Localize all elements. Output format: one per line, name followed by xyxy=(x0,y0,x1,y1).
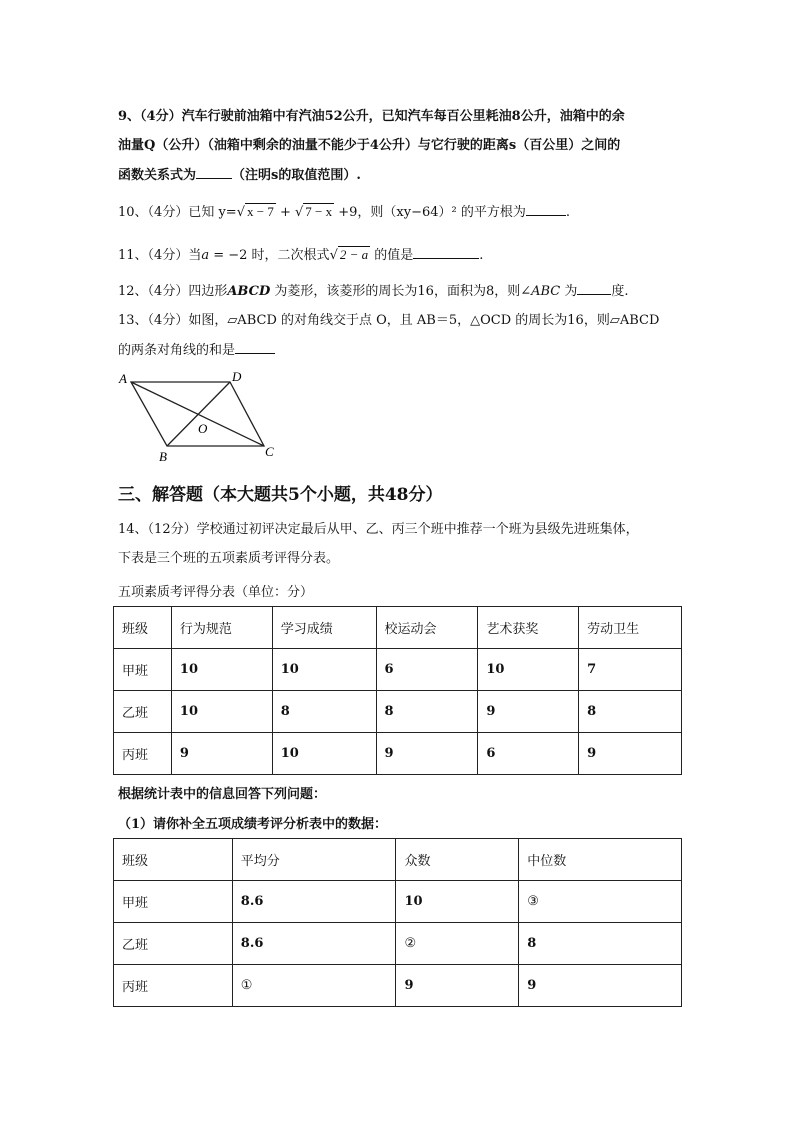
header-cell: 中位数 xyxy=(519,839,682,881)
q14-line1: 14、（12分）学校通过初评决定最后从甲、乙、丙三个班中推荐一个班为县级先进班集体， xyxy=(118,522,639,537)
header-cell: 班级 xyxy=(114,607,172,649)
header-cell: 平均分 xyxy=(232,839,396,881)
score-cell: 7 xyxy=(579,649,682,691)
section-heading: 三、解答题（本大题共5个小题，共48分） xyxy=(118,485,443,505)
table-row xyxy=(114,649,682,691)
diagonal-ac xyxy=(131,382,264,446)
table-row xyxy=(114,691,682,733)
table-header-row xyxy=(114,839,682,881)
class-cell: 乙班 xyxy=(114,691,172,733)
q11-text: 11、（4分）当 xyxy=(118,248,202,263)
answer-blank xyxy=(196,166,232,179)
label-d: D xyxy=(232,370,242,384)
q12-end: 度. xyxy=(611,284,629,299)
q12-text: 为菱形，该菱形的周长为16，面积为8，则 xyxy=(270,284,521,299)
header-cell: 行为规范 xyxy=(171,607,272,649)
math: ABCD xyxy=(227,284,271,299)
header-cell: 学习成绩 xyxy=(272,607,376,649)
sqrt-expr: 7 − x xyxy=(305,204,333,219)
label-a: A xyxy=(119,371,127,386)
q12-text: 为 xyxy=(560,284,578,299)
q9-line2: 油量Q（公升）（油箱中剩余的油量不能少于4公升）与它行驶的距离s（百公里）之间的 xyxy=(118,138,621,153)
answer-blank xyxy=(526,203,566,216)
q13-text: 的两条对角线的和是 xyxy=(118,343,236,358)
class-cell: 丙班 xyxy=(114,965,233,1007)
table1-caption: 五项素质考评得分表（单位：分） xyxy=(118,585,314,600)
answer-blank xyxy=(235,341,275,354)
q13-line2 xyxy=(118,339,275,358)
header-cell: 班级 xyxy=(114,839,233,881)
scores-table xyxy=(113,606,682,775)
q10-end: . xyxy=(565,205,571,220)
label-o: O xyxy=(198,421,208,436)
variable: a xyxy=(201,248,210,263)
score-cell: 9 xyxy=(171,733,272,775)
mode-cell: 9 xyxy=(396,965,519,1007)
score-cell: 10 xyxy=(478,649,579,691)
label-c: C xyxy=(265,444,274,459)
sqrt-expr: x − 7 xyxy=(246,204,274,219)
sqrt-expr: 2 − a xyxy=(339,247,369,262)
q12 xyxy=(118,280,629,299)
class-cell: 甲班 xyxy=(114,649,172,691)
table-header-row xyxy=(114,607,682,649)
part1: （1）请你补全五项成绩考评分析表中的数据： xyxy=(118,817,388,832)
q9-line1: 9、（4分）汽车行驶前油箱中有汽油52公升，已知汽车每百公里耗油8公升，油箱中的余 xyxy=(118,109,625,124)
score-cell: 9 xyxy=(579,733,682,775)
q10-text: 10、（4分）已知 y= xyxy=(118,205,237,220)
score-cell: 10 xyxy=(171,691,272,733)
answer-blank xyxy=(577,282,611,295)
q9-text: （注明s的取值范围）. xyxy=(232,168,361,183)
median-cell: 8 xyxy=(519,923,682,965)
q11: 11、（4分）当a = −2 时，二次根式√ 2 − a 的值是 . xyxy=(118,247,484,263)
header-cell: 劳动卫生 xyxy=(579,607,682,649)
q11-text: = −2 时，二次根式 xyxy=(209,248,330,263)
math: ∠ABC xyxy=(520,284,561,299)
mean-cell: 8.6 xyxy=(232,881,396,923)
table-row xyxy=(114,923,682,965)
score-cell: 6 xyxy=(376,649,478,691)
table-row xyxy=(114,965,682,1007)
label-b: B xyxy=(159,449,167,464)
score-cell: 10 xyxy=(272,649,376,691)
q11-end: . xyxy=(479,248,484,263)
score-cell: 8 xyxy=(272,691,376,733)
score-cell: 9 xyxy=(376,733,478,775)
median-cell: 9 xyxy=(519,965,682,1007)
table-row xyxy=(114,733,682,775)
q14-line2: 下表是三个班的五项素质考评得分表。 xyxy=(118,551,340,566)
score-cell: 9 xyxy=(478,691,579,733)
mean-cell: 8.6 xyxy=(232,923,396,965)
answer-blank xyxy=(413,246,479,259)
score-cell: 8 xyxy=(579,691,682,733)
q11-text: 的值是 xyxy=(370,248,414,263)
score-cell: 6 xyxy=(478,733,579,775)
mode-cell: 10 xyxy=(396,881,519,923)
class-cell: 丙班 xyxy=(114,733,172,775)
q10: 10、（4分）已知 y=√ x − 7 + √ 7 − x +9，则（xy−64）² 的平方根为 . xyxy=(118,204,571,220)
plus: + xyxy=(275,205,295,220)
mode-cell: ② xyxy=(396,923,519,965)
parallelogram-figure xyxy=(115,370,285,465)
prompt: 根据统计表中的信息回答下列问题： xyxy=(118,787,327,802)
mean-cell: ① xyxy=(232,965,396,1007)
score-cell: 8 xyxy=(376,691,478,733)
q10-text: +9，则（xy−64）² 的平方根为 xyxy=(334,205,526,220)
header-cell: 校运动会 xyxy=(376,607,478,649)
class-cell: 甲班 xyxy=(114,881,233,923)
q9-text: 函数关系式为 xyxy=(118,168,197,183)
score-cell: 10 xyxy=(272,733,376,775)
score-cell: 10 xyxy=(171,649,272,691)
table-row xyxy=(114,881,682,923)
q9-line3 xyxy=(118,164,361,183)
median-cell: ③ xyxy=(519,881,682,923)
diagonal-bd xyxy=(167,382,230,446)
q13-line1: 13、（4分）如图，▱ABCD 的对角线交于点 O，且 AB＝5，△OCD 的周长为16，则▱ABCD xyxy=(118,313,660,328)
q12-text: 12、（4分）四边形 xyxy=(118,284,228,299)
header-cell: 艺术获奖 xyxy=(478,607,579,649)
class-cell: 乙班 xyxy=(114,923,233,965)
header-cell: 众数 xyxy=(396,839,519,881)
analysis-table xyxy=(113,838,682,1007)
